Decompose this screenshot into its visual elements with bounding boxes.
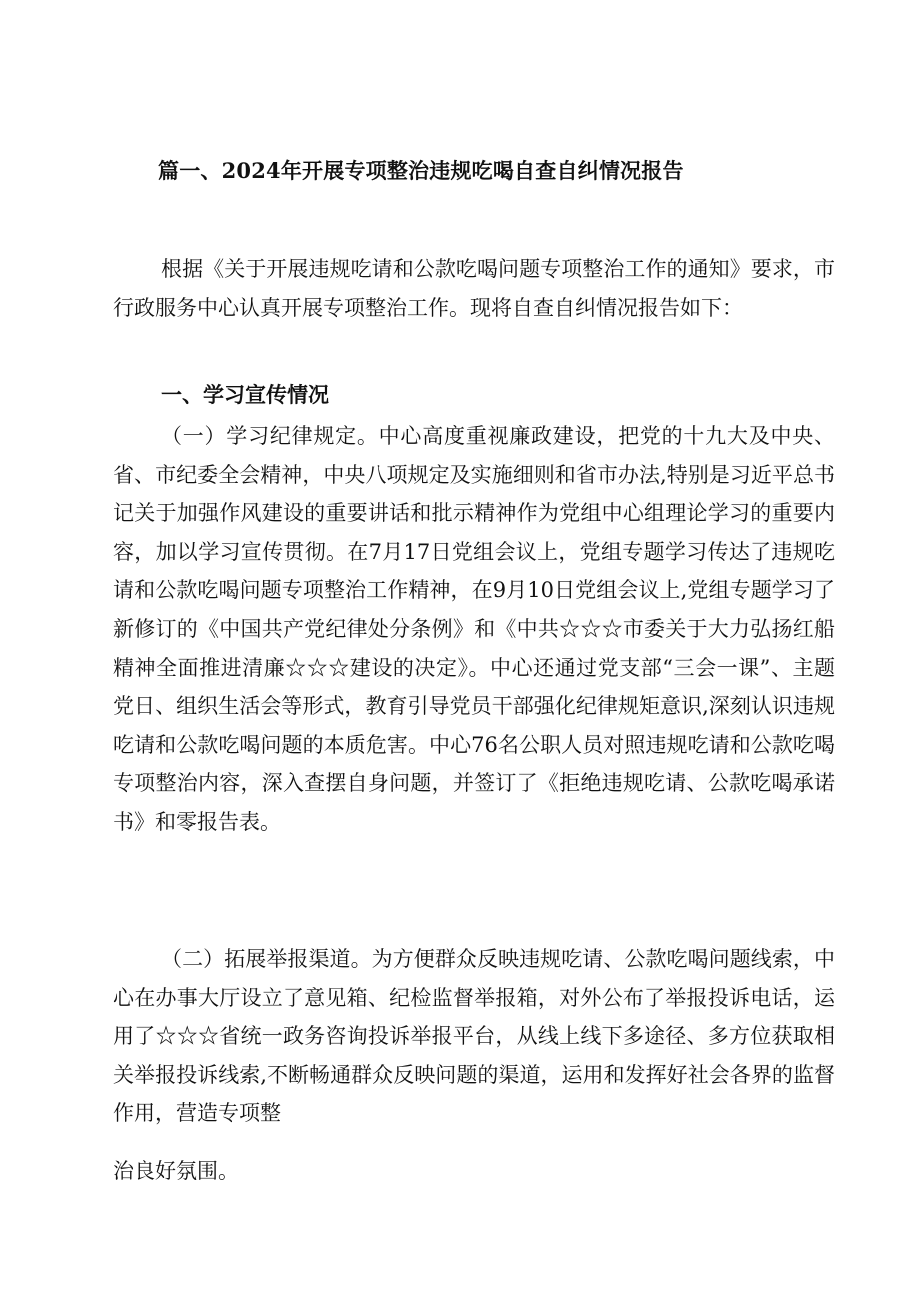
paragraph-report-channels: （二）拓展举报渠道。为方便群众反映违规吃请、公款吃喝问题线索，中心在办事大厅设立了意见箱、纪检监督举报箱，对外公布了举报投诉电话，运用了☆☆☆省统一政务咨询投诉举报平台，从线上线下多途径、多方位获取相关举报投诉线索,不断畅通群众反映问题的渠道，运用和发挥好社会各界的监督作用，营造专项整: [113, 947, 835, 1126]
intro-paragraph: 根据《关于开展违规吃请和公款吃喝问题专项整治工作的通知》要求，市行政服务中心认真开展专项整治工作。现将自查自纠情况报告如下：: [113, 257, 835, 320]
section-heading-study: 一、学习宣传情况: [161, 382, 329, 407]
paragraph-report-channels-tail: 治良好氛围。: [113, 1159, 239, 1183]
document-title: 篇一、2024年开展专项整治违规吃喝自查自纠情况报告: [158, 158, 684, 183]
paragraph-study-discipline: （一）学习纪律规定。中心高度重视廉政建设，把党的十九大及中央、省、市纪委全会精神，中央八项规定及实施细则和省市办法,特别是习近平总书记关于加强作风建设的重要讲话和批示精神作为党组中心组理论学习的重要内容，加以学习宣传贯彻。在7月17日党组会议上，党组专题学习传达了违规吃请和公款吃喝问题专项整治工作精神，在9月10日党组会议上,党组专题学习了新修订的《中国共产党纪律处分条例》和《中共☆☆☆市委关于大力弘扬红船精神全面推进清廉☆☆☆建设的决定》。中心还通过党支部“三会一课”、主题党日、组织生活会等形式，教育引导党员干部强化纪律规矩意识,深刻认识违规吃请和公款吃喝问题的本质危害。中心76名公职人员对照违规吃请和公款吃喝专项整治内容，深入查摆自身问题，并签订了《拒绝违规吃请、公款吃喝承诺书》和零报告表。: [113, 424, 835, 834]
